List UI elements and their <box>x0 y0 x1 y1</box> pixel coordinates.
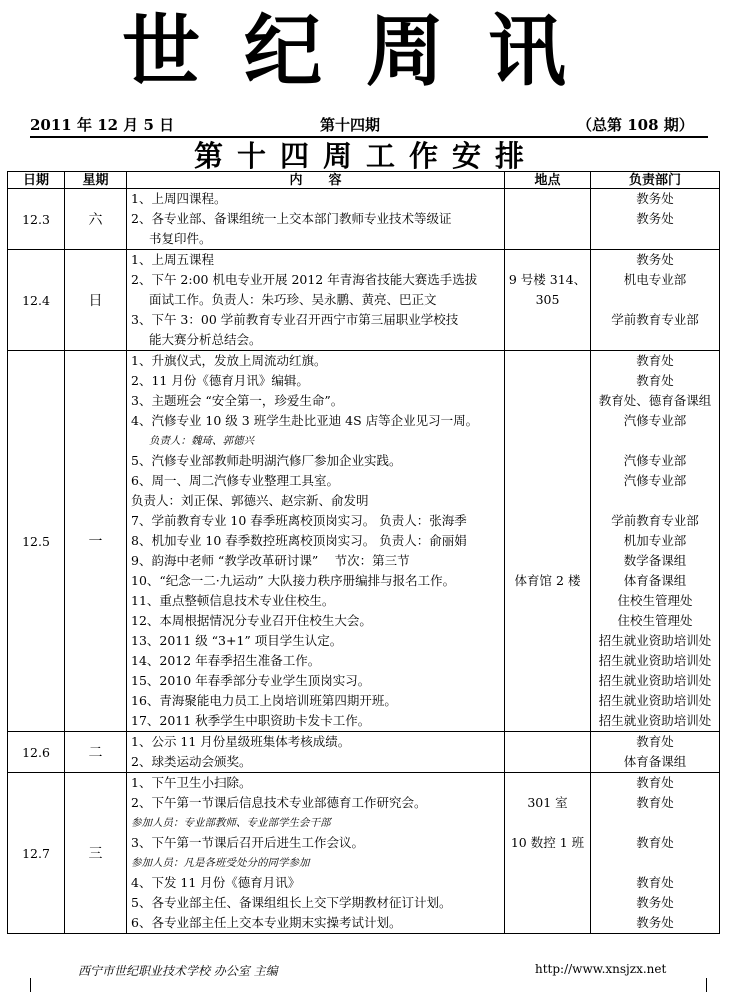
dept-line <box>591 813 719 833</box>
place-line <box>505 631 590 651</box>
place-line <box>505 310 590 330</box>
row-date: 12.5 <box>8 351 65 732</box>
place-line <box>505 391 590 411</box>
row-place <box>505 773 591 934</box>
row-dept <box>591 250 720 351</box>
dept-line <box>591 290 719 310</box>
dept-line <box>591 330 719 350</box>
row-date: 12.6 <box>8 732 65 773</box>
content-line: 1、上周五课程 <box>131 252 214 267</box>
dept-line: 招生就业资助培训处 <box>598 693 712 708</box>
content-line: 2、各专业部、备课组统一上交本部门教师专业技术等级证 <box>131 211 452 226</box>
row-dept <box>591 189 720 250</box>
schedule-title: 第十四周工作安排 <box>193 139 538 173</box>
issue-total: （总第 108 期） <box>577 116 694 134</box>
row-place <box>505 732 591 773</box>
header-rule <box>30 136 708 138</box>
content-line: 2、下午 2:00 机电专业开展 2012 年青海省技能大赛选手选拔 <box>131 272 478 287</box>
header-content: 内 容 <box>127 172 505 189</box>
dept-line: 教育处 <box>636 373 674 388</box>
dept-line <box>591 431 719 451</box>
dept-line: 机电专业部 <box>623 272 687 287</box>
issue-date: 2011 年 12 月 5 日 <box>30 116 175 134</box>
dept-line: 教务处 <box>636 191 674 206</box>
dept-line: 教育处 <box>636 775 674 790</box>
content-line: 7、学前教育专业 10 春季班离校顶岗实习。 负责人：张海季 <box>131 513 467 528</box>
place-line <box>505 611 590 631</box>
dept-line: 教育处、德育备课组 <box>598 393 712 408</box>
place-line <box>505 853 590 873</box>
row-content <box>127 189 505 250</box>
dept-line <box>591 229 719 249</box>
row-date: 12.3 <box>8 189 65 250</box>
table-header-row <box>8 172 720 189</box>
place-line <box>505 711 590 731</box>
dept-line: 汽修专业部 <box>623 453 687 468</box>
dept-line <box>591 853 719 873</box>
dept-line: 汽修专业部 <box>623 413 687 428</box>
schedule-table <box>7 171 720 934</box>
content-line: 1、公示 11 月份星级班集体考核成绩。 <box>131 734 351 749</box>
place-line: 10 数控 1 班 <box>510 835 585 850</box>
dept-line: 招生就业资助培训处 <box>598 673 712 688</box>
content-line: 4、下发 11 月份《德育月讯》 <box>131 875 301 890</box>
content-line: 参加人员：凡是各班受处分的同学参加 <box>131 857 310 869</box>
place-line <box>505 671 590 691</box>
dept-line: 教育处 <box>636 835 674 850</box>
content-line: 3、下午 3：00 学前教育专业召开西宁市第三届职业学校技 <box>131 312 459 327</box>
place-line <box>505 431 590 451</box>
place-line <box>505 893 590 913</box>
dept-line: 招生就业资助培训处 <box>598 653 712 668</box>
content-line: 6、周一、周二汽修专业整理工具室。 <box>131 473 339 488</box>
row-weekday: 日 <box>65 250 127 351</box>
dept-line: 学前教育专业部 <box>611 513 699 528</box>
table-row <box>8 250 720 351</box>
dept-line: 教育处 <box>636 734 674 749</box>
content-line: 15、2010 年春季部分专业学生顶岗实习。 <box>131 673 371 688</box>
place-line <box>505 351 590 371</box>
content-line: 2、下午第一节课后信息技术专业部德育工作研究会。 <box>131 795 427 810</box>
content-line: 6、各专业部主任上交本专业期末实操考试计划。 <box>131 915 402 930</box>
content-line: 11、重点整顿信息技术专业住校生。 <box>131 593 335 608</box>
row-content <box>127 250 505 351</box>
row-dept <box>591 773 720 934</box>
row-place <box>505 351 591 732</box>
place-line <box>505 250 590 270</box>
content-line: 书复印件。 <box>149 231 212 246</box>
row-weekday: 二 <box>65 732 127 773</box>
header-dept: 负责部门 <box>591 172 720 189</box>
dept-line: 学前教育专业部 <box>611 312 699 327</box>
corner-mark-right <box>706 978 707 992</box>
place-line <box>505 813 590 833</box>
header-place: 地点 <box>505 172 591 189</box>
dept-line: 教务处 <box>636 915 674 930</box>
corner-mark-left <box>30 978 31 992</box>
content-line: 10、“纪念一二·九运动” 大队接力秩序册编排与报名工作。 <box>131 573 456 588</box>
footer-editor: 西宁市世纪职业技术学校 办公室 主编 <box>78 964 278 978</box>
content-line: 16、青海聚能电力员工上岗培训班第四期开班。 <box>131 693 397 708</box>
content-line: 9、韵海中老师 “教学改革研讨课” 节次：第三节 <box>131 553 410 568</box>
dept-line: 招生就业资助培训处 <box>598 633 712 648</box>
dept-line: 数学备课组 <box>623 553 687 568</box>
content-line: 负责人：刘正保、郭德兴、赵宗新、俞发明 <box>131 493 369 508</box>
row-weekday: 三 <box>65 773 127 934</box>
dept-line: 住校生管理处 <box>617 593 693 608</box>
place-line <box>505 371 590 391</box>
place-line: 体育馆 2 楼 <box>514 573 581 588</box>
place-line <box>505 531 590 551</box>
dept-line: 招生就业资助培训处 <box>598 713 712 728</box>
content-line: 2、11 月份《德育月讯》编辑。 <box>131 373 309 388</box>
table-row <box>8 351 720 732</box>
place-line <box>505 471 590 491</box>
place-line <box>505 451 590 471</box>
content-line: 13、2011 级 “3+1” 项目学生认定。 <box>131 633 343 648</box>
place-line <box>505 913 590 933</box>
masthead-title: 世纪周讯 <box>121 6 610 97</box>
dept-line: 教育处 <box>636 875 674 890</box>
content-line: 12、本周根据情况分专业召开住校生大会。 <box>131 613 372 628</box>
row-dept <box>591 351 720 732</box>
header-date: 日期 <box>8 172 65 189</box>
place-line <box>505 511 590 531</box>
content-line: 5、汽修专业部教师赴明湖汽修厂参加企业实践。 <box>131 453 402 468</box>
header-weekday: 星期 <box>65 172 127 189</box>
content-line: 负责人：魏琦、郭德兴 <box>149 435 254 447</box>
place-line: 305 <box>535 292 560 307</box>
content-line: 4、汽修专业 10 级 3 班学生赴比亚迪 4S 店等企业见习一周。 <box>131 413 479 428</box>
content-line: 参加人员：专业部教师、专业部学生会干部 <box>131 817 331 829</box>
place-line <box>505 773 590 793</box>
dept-line: 汽修专业部 <box>623 473 687 488</box>
content-line: 8、机加专业 10 春季数控班离校顶岗实习。 负责人：俞丽娟 <box>131 533 467 548</box>
dept-line: 教务处 <box>636 211 674 226</box>
place-line <box>505 551 590 571</box>
row-weekday: 六 <box>65 189 127 250</box>
dept-line: 体育备课组 <box>623 754 687 769</box>
dept-line: 教育处 <box>636 795 674 810</box>
place-line <box>505 651 590 671</box>
content-line: 1、下午卫生小扫除。 <box>131 775 252 790</box>
place-line <box>505 591 590 611</box>
dept-line: 体育备课组 <box>623 573 687 588</box>
content-line: 14、2012 年春季招生准备工作。 <box>131 653 321 668</box>
place-line <box>505 691 590 711</box>
row-dept <box>591 732 720 773</box>
content-line: 1、上周四课程。 <box>131 191 227 206</box>
table-row <box>8 732 720 773</box>
dept-line: 教务处 <box>636 252 674 267</box>
row-place <box>505 189 591 250</box>
row-content <box>127 732 505 773</box>
content-line: 5、各专业部主任、备课组组长上交下学期教材征订计划。 <box>131 895 452 910</box>
content-line: 能大赛分析总结会。 <box>149 332 262 347</box>
place-line <box>505 491 590 511</box>
issue-line <box>30 114 705 136</box>
content-line: 3、下午第一节课后召开后进生工作会议。 <box>131 835 364 850</box>
row-date: 12.4 <box>8 250 65 351</box>
schedule-body <box>8 189 720 934</box>
row-date: 12.7 <box>8 773 65 934</box>
footer-url[interactable]: http://www.xnsjzx.net <box>535 962 667 976</box>
row-content <box>127 773 505 934</box>
content-line: 1、升旗仪式，发放上周流动红旗。 <box>131 353 327 368</box>
row-weekday: 一 <box>65 351 127 732</box>
issue-number: 第十四期 <box>320 116 381 134</box>
content-line: 17、2011 秋季学生中职资助卡发卡工作。 <box>131 713 371 728</box>
dept-line: 教务处 <box>636 895 674 910</box>
row-place <box>505 250 591 351</box>
dept-line: 教育处 <box>636 353 674 368</box>
place-line: 301 室 <box>527 795 568 810</box>
content-line: 3、主题班会 “安全第一，珍爱生命”。 <box>131 393 344 408</box>
table-row <box>8 189 720 250</box>
table-row <box>8 773 720 934</box>
content-line: 面试工作。负责人：朱巧珍、吴永鹏、黄亮、巴正文 <box>149 292 437 307</box>
dept-line: 住校生管理处 <box>617 613 693 628</box>
content-line: 2、球类运动会颁奖。 <box>131 754 252 769</box>
dept-line <box>591 491 719 511</box>
place-line <box>505 411 590 431</box>
place-line <box>505 873 590 893</box>
dept-line: 机加专业部 <box>623 533 687 548</box>
place-line: 9 号楼 314、 <box>508 272 587 287</box>
row-content <box>127 351 505 732</box>
place-line <box>505 330 590 350</box>
